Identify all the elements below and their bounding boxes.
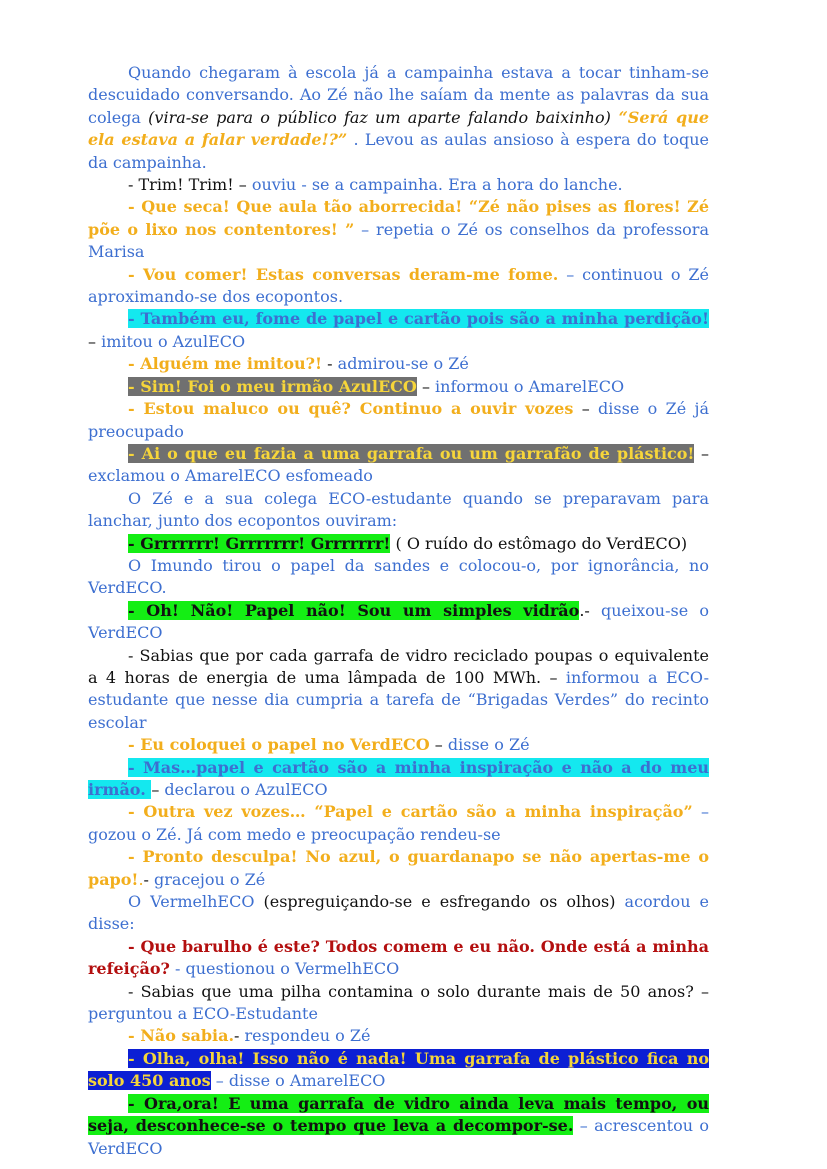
paragraph-2: - Trim! Trim! – ouviu - se a campainha. Era a hora do lanche. [128, 175, 623, 195]
paragraph-5: - Também eu, fome de papel e cartão pois são a minha perdição! – imitou o AzulECO [88, 309, 709, 351]
paragraph-22: - Não sabia.- respondeu o Zé [128, 1026, 371, 1046]
paragraph-17: - Outra vez vozes… “Papel e cartão são a minha inspiração” – gozou o Zé. Já com medo e preocupação rendeu-se [88, 802, 709, 844]
paragraph-21: - Sabias que uma pilha contamina o solo durante mais de 50 anos? – perguntou a ECO-Estudante [88, 981, 709, 1024]
paragraph-24: - Ora,ora! E uma garrafa de vidro ainda leva mais tempo, ou seja, desconhece-se o tempo que leva a decompor-se. – acrescentou o VerdECO [88, 1093, 709, 1158]
paragraph-9: - Ai o que eu fazia a uma garrafa ou um garrafão de plástico! – exclamou o AmarelECO esfomeado [88, 443, 710, 486]
paragraph-7: - Sim! Foi o meu irmão AzulECO – informou o AmarelECO [128, 376, 625, 396]
paragraph-14: - Sabias que por cada garrafa de vidro reciclado poupas o equivalente a 4 horas de energia de uma lâmpada de 100 MWh. – informou a ECO-estudante que nesse dia cumpria a tarefa de “Brigadas Verdes” do recinto escolar [88, 645, 709, 732]
paragraph-10: O Zé e a sua colega ECO-estudante quando se preparavam para lanchar, junto dos ecopontos ouviram: [88, 488, 709, 531]
paragraph-4: - Vou comer! Estas conversas deram-me fome. – continuou o Zé aproximando-se dos ecopontos. [88, 264, 710, 307]
paragraph-6: - Alguém me imitou?! - admirou-se o Zé [128, 354, 469, 374]
paragraph-13: - Oh! Não! Papel não! Sou um simples vidrão.- queixou-se o VerdECO [88, 600, 710, 643]
paragraph-19: O VermelhECO (espreguiçando-se e esfregando os olhos) acordou e disse: [88, 892, 709, 934]
paragraph-18: - Pronto desculpa! No azul, o guardanapo se não apertas-me o papo!.- gracejou o Zé [88, 847, 709, 889]
paragraph-1: Quando chegaram à escola já a campainha estava a tocar tinham-se descuidado conversando. Ao Zé não lhe saíam da mente as palavras da sua colega (vira-se para o público faz um aparte falando baixinho) “Será que ela estava a falar verdade!?” . Levou as aulas ansioso à espera do toque da campainha. [88, 63, 710, 172]
paragraph-16: - Mas…papel e cartão são a minha inspiração e não a do meu irmão. – declarou o AzulECO [88, 757, 709, 799]
paragraph-23: - Olha, olha! Isso não é nada! Uma garrafa de plástico fica no solo 450 anos – disse o AmarelECO [88, 1048, 709, 1091]
paragraph-20: - Que barulho é este? Todos comem e eu não. Onde está a minha refeição? - questionou o VermelhECO [88, 936, 709, 979]
paragraph-15: - Eu coloquei o papel no VerdECO – disse o Zé [128, 735, 530, 755]
paragraph-3: - Que seca! Que aula tão aborrecida! “Zé não pises as flores! Zé põe o lixo nos contentores! ” – repetia o Zé os conselhos da professora Marisa [88, 197, 709, 262]
paragraph-12: O Imundo tirou o papel da sandes e colocou-o, por ignorância, no VerdECO. [88, 555, 709, 598]
story-text [88, 62, 709, 1160]
paragraph-11: - Grrrrrrr! Grrrrrrr! Grrrrrrr! ( O ruído do estômago do VerdECO) [128, 533, 688, 553]
paragraph-8: - Estou maluco ou quê? Continuo a ouvir vozes – disse o Zé já preocupado [88, 399, 710, 441]
